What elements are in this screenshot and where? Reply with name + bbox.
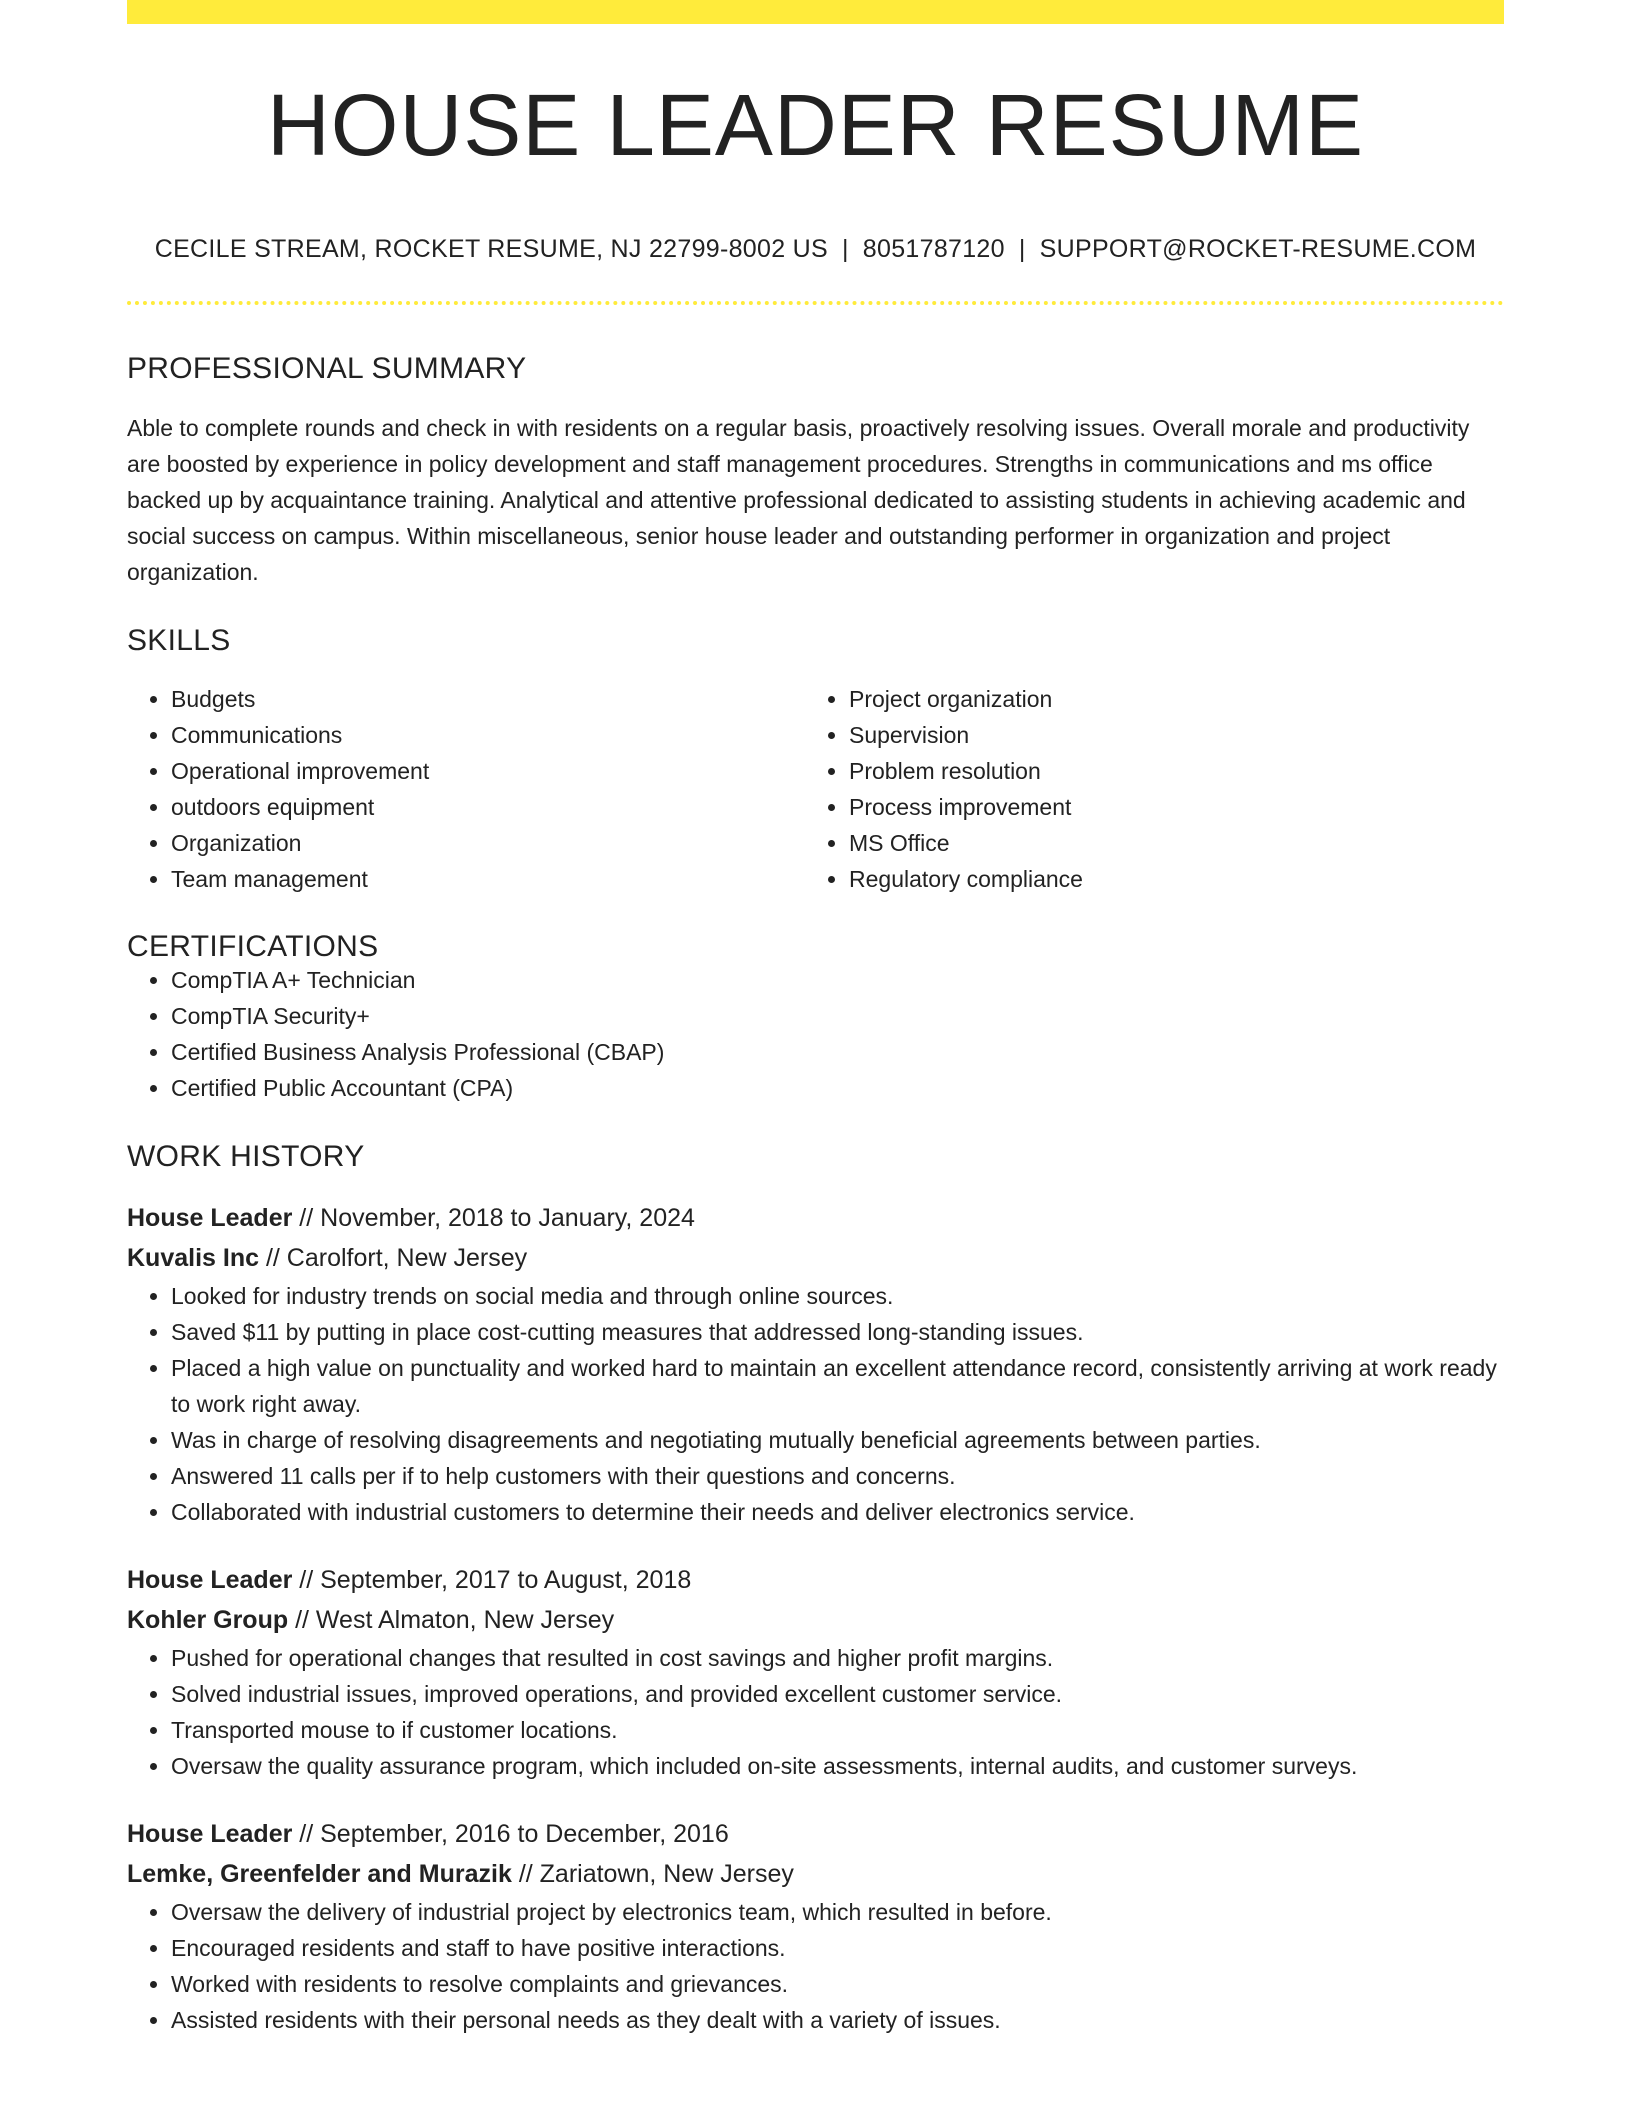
dotted-divider	[127, 301, 1504, 305]
job-bullet: • Answered 11 calls per if to help customers with their questions and concerns.	[171, 1458, 1504, 1494]
page-title: HOUSE LEADER RESUME	[266, 77, 1365, 174]
skills-column-right	[805, 681, 1483, 897]
job-title: House Leader	[127, 1820, 293, 1848]
skills-grid	[127, 681, 1504, 897]
skills-list-left	[127, 681, 805, 897]
certification-item: • CompTIA Security+	[171, 998, 1504, 1034]
job-bullets	[127, 1640, 1504, 1784]
certifications-list	[127, 962, 1504, 1106]
job-bullet: • Oversaw the delivery of industrial project by electronics team, which resulted in before.	[171, 1894, 1504, 1930]
job-entry	[127, 1560, 1504, 1784]
certification-item: • Certified Public Accountant (CPA)	[171, 1070, 1504, 1106]
skill-item: • Team management	[171, 861, 805, 897]
job-company: Kuvalis Inc	[127, 1244, 259, 1272]
skill-item: • Supervision	[849, 717, 1483, 753]
job-company-line	[127, 1600, 1504, 1640]
skill-item: • Communications	[171, 717, 805, 753]
skill-item: • MS Office	[849, 825, 1483, 861]
job-dates: // September, 2016 to December, 2016	[299, 1820, 729, 1848]
job-company-line	[127, 1238, 1504, 1278]
summary-text: Able to complete rounds and check in with residents on a regular basis, proactively resolving issues. Overall morale and productivity are boosted by experience in policy development and staff management procedures. Strengths in communications and ms office backed up by acquaintance training. Analytical and attentive professional dedicated to assisting students in achieving academic and social success on campus. Within miscellaneous, senior house leader and outstanding performer in organization and project organization.	[127, 415, 1470, 585]
contact-address: CECILE STREAM, ROCKET RESUME, NJ 22799-8002 US	[154, 235, 828, 263]
skill-item: • Organization	[171, 825, 805, 861]
skill-item: • Regulatory compliance	[849, 861, 1483, 897]
job-bullet: • Worked with residents to resolve complaints and grievances.	[171, 1966, 1504, 2002]
contact-phone: 8051787120	[862, 235, 1005, 263]
job-bullet: • Solved industrial issues, improved operations, and provided excellent customer service.	[171, 1676, 1504, 1712]
job-bullet: • Assisted residents with their personal needs as they dealt with a variety of issues.	[171, 2002, 1504, 2038]
skill-item: • Project organization	[849, 681, 1483, 717]
job-title-line	[127, 1814, 1504, 1854]
certification-item: • Certified Business Analysis Professional (CBAP)	[171, 1034, 1504, 1070]
certification-item: • CompTIA A+ Technician	[171, 962, 1504, 998]
summary-heading: PROFESSIONAL SUMMARY	[127, 352, 527, 385]
job-bullets	[127, 1894, 1504, 2038]
contact-line	[127, 235, 1504, 264]
job-bullet: • Saved $11 by putting in place cost-cutting measures that addressed long-standing issues.	[171, 1314, 1504, 1350]
contact-separator: |	[1018, 235, 1026, 263]
job-title-line	[127, 1198, 1504, 1238]
job-bullet: • Placed a high value on punctuality and worked hard to maintain an excellent attendance record, consistently arriving at work ready to work right away.	[171, 1350, 1504, 1422]
job-bullet: • Transported mouse to if customer locations.	[171, 1712, 1504, 1748]
job-company: Lemke, Greenfelder and Murazik	[127, 1860, 512, 1888]
contact-email: SUPPORT@ROCKET-RESUME.COM	[1039, 235, 1477, 263]
job-company: Kohler Group	[127, 1606, 289, 1634]
skill-item: • Problem resolution	[849, 753, 1483, 789]
top-accent-bar	[127, 0, 1504, 24]
skill-item: • outdoors equipment	[171, 789, 805, 825]
skill-item: • Operational improvement	[171, 753, 805, 789]
skill-item: • Process improvement	[849, 789, 1483, 825]
job-entry	[127, 1198, 1504, 1530]
job-bullet: • Encouraged residents and staff to have positive interactions.	[171, 1930, 1504, 1966]
job-title: House Leader	[127, 1204, 293, 1232]
job-company-line	[127, 1854, 1504, 1894]
job-title: House Leader	[127, 1566, 293, 1594]
job-location: // Zariatown, New Jersey	[518, 1860, 794, 1888]
job-bullet: • Pushed for operational changes that resulted in cost savings and higher profit margins.	[171, 1640, 1504, 1676]
job-dates: // September, 2017 to August, 2018	[299, 1566, 692, 1594]
job-location: // West Almaton, New Jersey	[295, 1606, 615, 1634]
work-history-heading: WORK HISTORY	[127, 1140, 365, 1173]
job-bullet: • Was in charge of resolving disagreements and negotiating mutually beneficial agreements between parties.	[171, 1422, 1504, 1458]
job-bullet: • Collaborated with industrial customers to determine their needs and deliver electronics service.	[171, 1494, 1504, 1530]
job-bullet: • Oversaw the quality assurance program, which included on-site assessments, internal audits, and customer surveys.	[171, 1748, 1504, 1784]
job-entry	[127, 1814, 1504, 2038]
job-bullet: • Looked for industry trends on social media and through online sources.	[171, 1278, 1504, 1314]
skills-column-left	[127, 681, 805, 897]
skills-list-right	[805, 681, 1483, 897]
contact-separator: |	[842, 235, 849, 263]
job-bullets	[127, 1278, 1504, 1530]
job-location: // Carolfort, New Jersey	[265, 1244, 528, 1272]
skills-heading: SKILLS	[127, 624, 231, 657]
resume-page	[127, 0, 1504, 2038]
certifications-heading: CERTIFICATIONS	[127, 930, 379, 963]
job-title-line	[127, 1560, 1504, 1600]
job-dates: // November, 2018 to January, 2024	[299, 1204, 695, 1232]
skill-item: • Budgets	[171, 681, 805, 717]
